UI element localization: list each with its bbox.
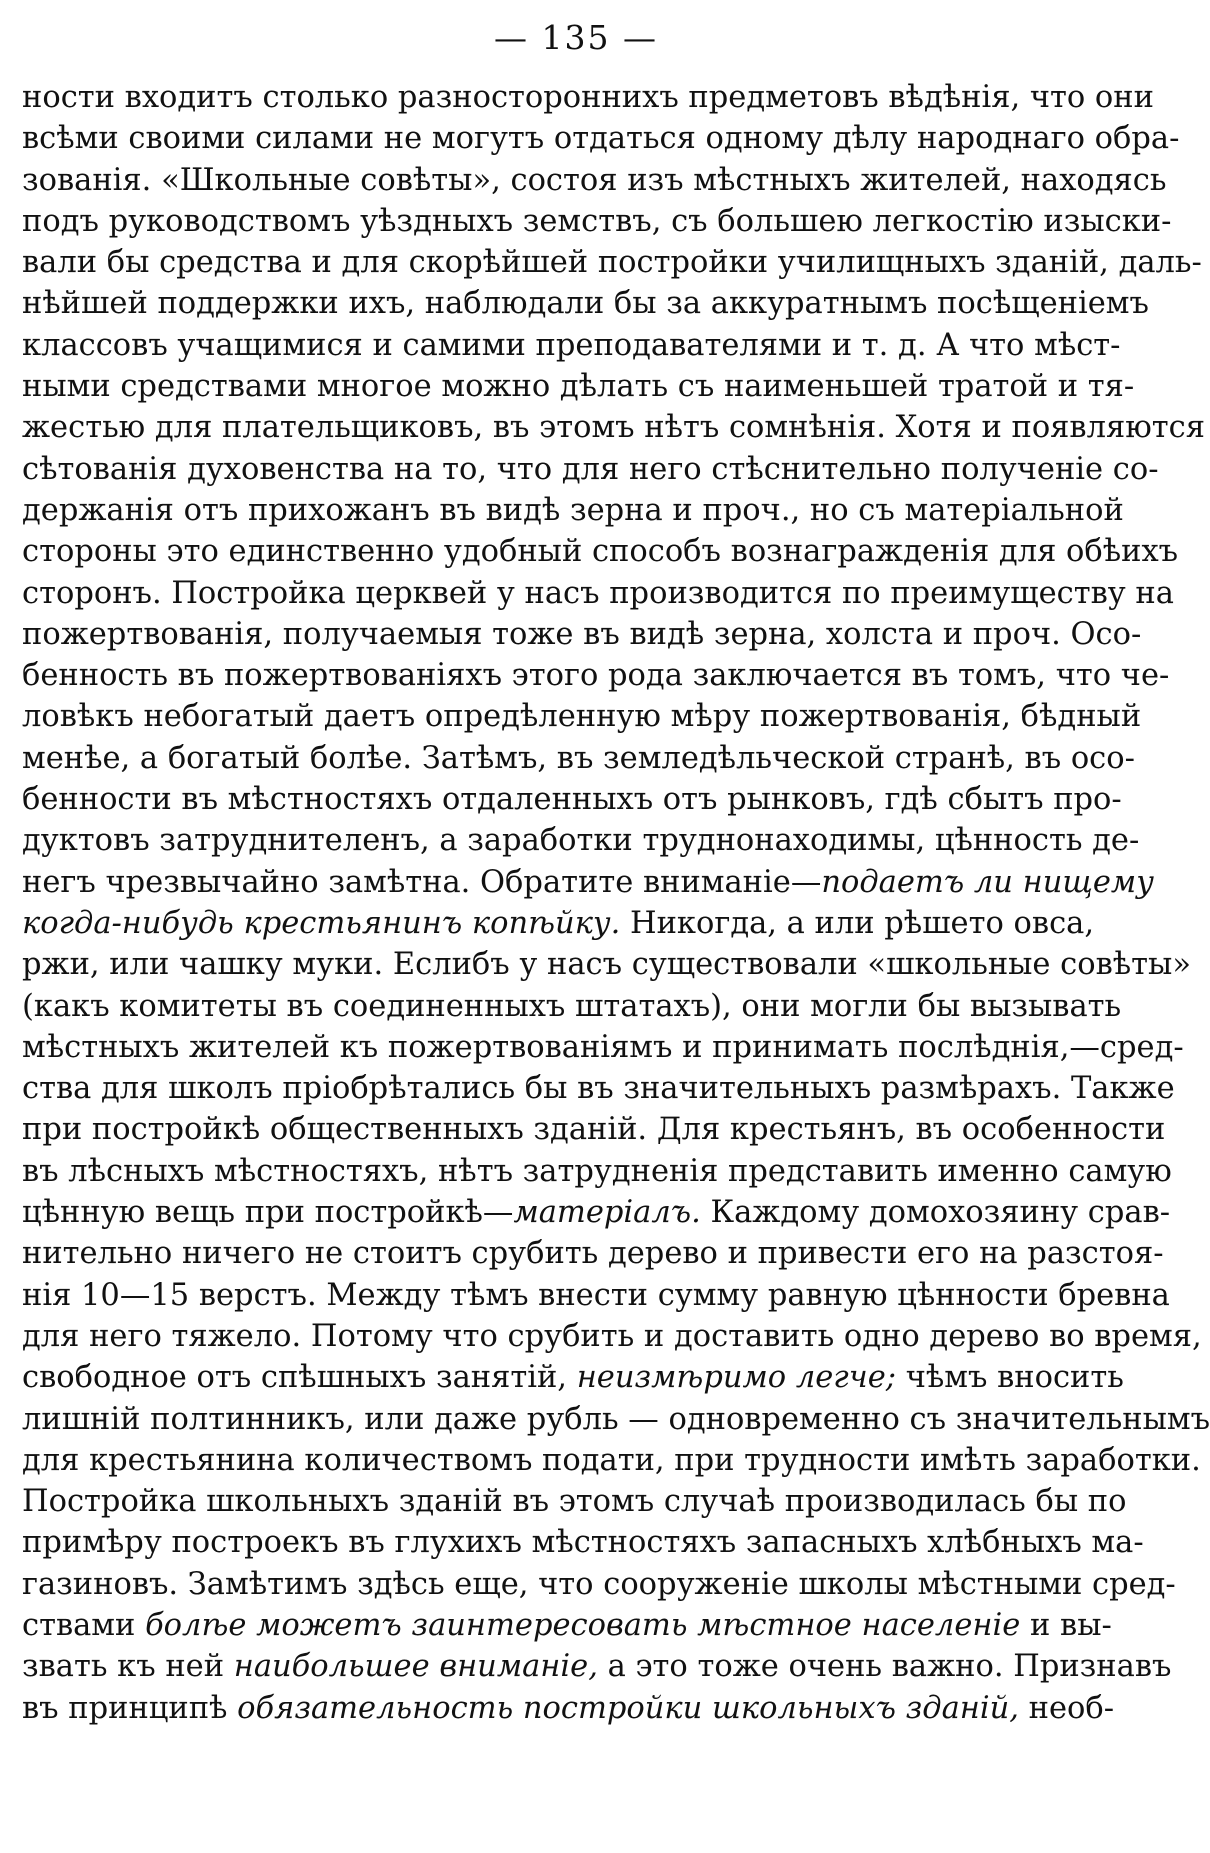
text-run: Каждому домохозяину срав- [700, 1195, 1171, 1231]
text-run: нія 10—15 верстъ. Между тѣмъ внести сумму равную цѣнности бревна [22, 1277, 1170, 1313]
text-line [22, 573, 1174, 614]
page-number: — 135 — [494, 18, 658, 57]
text-run: бенность въ пожертвованіяхъ этого рода заключается въ томъ, что че- [22, 658, 1170, 694]
text-run: ловѣкъ небогатый даетъ опредѣленную мѣру пожертвованія, бѣдный [22, 699, 1142, 735]
text-line [22, 1233, 1164, 1274]
text-run: чѣмъ вносить [896, 1360, 1124, 1396]
text-run: ными средствами многое можно дѣлать съ наименьшей тратой и тя- [22, 369, 1135, 405]
text-run: ности входитъ столько разностороннихъ предметовъ вѣдѣнія, что они [22, 80, 1154, 115]
text-run: стороны это единственно удобный способъ вознагражденія для обѣихъ [22, 534, 1179, 570]
text-run: вали бы средства и для скорѣйшей постройки училищныхъ зданій, даль- [22, 245, 1202, 281]
text-run: въ лѣсныхъ мѣстностяхъ, нѣтъ затрудненія представить именно самую [22, 1153, 1172, 1189]
text-line [22, 1109, 1166, 1150]
text-line [22, 1316, 1202, 1357]
text-run: менѣе, а богатый болѣе. Затѣмъ, въ земледѣльческой странѣ, въ осо- [22, 740, 1135, 776]
text-run: ржи, или чашку муки. Еслибъ у насъ существовали «школьные совѣты» [22, 947, 1191, 983]
text-run: свободное отъ спѣшныхъ занятій, [22, 1360, 577, 1396]
text-line [22, 1192, 1171, 1233]
text-line [22, 1481, 1127, 1522]
text-run: а это тоже очень важно. Признавъ [597, 1649, 1172, 1685]
text-run: подъ руководствомъ уѣздныхъ земствъ, съ большею легкостію изыски- [22, 203, 1172, 239]
text-run: негъ чрезвычайно замѣтна. Обратите вниманіе— [22, 864, 822, 900]
text-line [22, 1151, 1172, 1192]
text-run: ствами [22, 1607, 146, 1643]
text-line [22, 1440, 1201, 1481]
text-run: нительно ничего не стоитъ срубить дерево и привести его на разстоя- [22, 1236, 1164, 1272]
text-line [22, 407, 1205, 448]
text-line [22, 1522, 1144, 1563]
text-run: пожертвованія, получаемыя тоже въ видѣ зерна, холста и проч. Осо- [22, 616, 1142, 652]
text-line [22, 738, 1135, 779]
body-text [22, 77, 1210, 1729]
text-run: ства для школъ пріобрѣтались бы въ значительныхъ размѣрахъ. Также [22, 1071, 1175, 1107]
text-line [22, 77, 1154, 118]
text-run: (какъ комитеты въ соединенныхъ штатахъ), они могли бы вызывать [22, 988, 1122, 1024]
text-line [22, 944, 1191, 985]
text-line [22, 1605, 1112, 1646]
text-line [22, 490, 1124, 531]
text-line [22, 696, 1142, 737]
text-line [22, 779, 1122, 820]
text-run: классовъ учащимися и самими преподавателями и т. д. А что мѣст- [22, 327, 1121, 363]
text-line [22, 366, 1135, 407]
text-line [22, 325, 1121, 366]
text-line [22, 1688, 1115, 1729]
text-run: нѣйшей поддержки ихъ, наблюдали бы за аккуратнымъ посѣщеніемъ [22, 286, 1149, 322]
text-line [22, 903, 1095, 944]
text-line [22, 1646, 1172, 1687]
italic-text: матеріалъ. [513, 1195, 701, 1231]
text-line [22, 1357, 1124, 1398]
text-run: дуктовъ затруднителенъ, а заработки труднонаходимы, цѣнность де- [22, 823, 1140, 859]
text-run: при постройкѣ общественныхъ зданій. Для крестьянъ, въ особенности [22, 1112, 1166, 1148]
text-run: звать къ ней [22, 1649, 234, 1685]
text-line [22, 1399, 1210, 1440]
text-run: въ принципѣ [22, 1690, 238, 1726]
italic-text: наибольшее вниманіе, [233, 1649, 598, 1685]
text-line [22, 1275, 1170, 1316]
text-run: и вы- [1020, 1607, 1112, 1643]
text-line [22, 531, 1179, 572]
text-line [22, 655, 1170, 696]
text-run: мѣстныхъ жителей къ пожертвованіямъ и принимать послѣднія,—сред- [22, 1029, 1184, 1065]
italic-text: обязательность постройки школьныхъ зданій, [237, 1690, 1019, 1726]
text-run: зованія. «Школьные совѣты», состоя изъ мѣстныхъ жителей, находясь [22, 162, 1167, 198]
text-run: жестью для плательщиковъ, въ этомъ нѣтъ сомнѣнія. Хотя и появляются [22, 410, 1205, 446]
text-line [22, 1068, 1175, 1109]
text-line [22, 201, 1172, 242]
text-run: для него тяжело. Потому что срубить и доставить одно дерево во время, [22, 1318, 1202, 1354]
text-line [22, 160, 1167, 201]
text-run: Никогда, а или рѣшето овса, [620, 905, 1095, 941]
italic-text: болѣе можетъ заинтересовать мѣстное населеніе [145, 1607, 1021, 1643]
text-run: необ- [1018, 1690, 1115, 1726]
text-run: цѣнную вещь при постройкѣ— [22, 1195, 514, 1231]
text-run: бенности въ мѣстностяхъ отдаленныхъ отъ рынковъ, гдѣ сбытъ про- [22, 782, 1122, 818]
text-run: лишній полтинникъ, или даже рубль — одновременно съ значительнымъ [22, 1401, 1210, 1437]
text-line [22, 986, 1122, 1027]
text-run: всѣми своими силами не могутъ отдаться одному дѣлу народнаго обра- [22, 121, 1180, 157]
text-run: газиновъ. Замѣтимъ здѣсь еще, что сооруженіе школы мѣстными сред- [22, 1566, 1176, 1602]
italic-text: когда-нибудь крестьянинъ копѣйку. [22, 905, 621, 941]
text-line [22, 1564, 1176, 1605]
text-line [22, 1027, 1184, 1068]
text-line [22, 118, 1180, 159]
italic-text: подаетъ ли нищему [821, 864, 1154, 900]
text-run: держанія отъ прихожанъ въ видѣ зерна и проч., но съ матеріальной [22, 492, 1124, 528]
text-run: для крестьянина количествомъ подати, при трудности имѣть заработки. [22, 1442, 1201, 1478]
text-line [22, 449, 1159, 490]
italic-text: неизмѣримо легче; [576, 1360, 897, 1396]
text-line [22, 283, 1149, 324]
text-run: сторонъ. Постройка церквей у насъ производится по преимуществу на [22, 575, 1174, 611]
text-line [22, 862, 1154, 903]
text-line [22, 820, 1140, 861]
text-run: примѣру построекъ въ глухихъ мѣстностяхъ запасныхъ хлѣбныхъ ма- [22, 1525, 1144, 1561]
text-run: сѣтованія духовенства на то, что для него стѣснительно полученіе со- [22, 451, 1159, 487]
text-line [22, 242, 1202, 283]
text-run: Постройка школьныхъ зданій въ этомъ случаѣ производилась бы по [22, 1484, 1127, 1520]
text-line [22, 614, 1142, 655]
